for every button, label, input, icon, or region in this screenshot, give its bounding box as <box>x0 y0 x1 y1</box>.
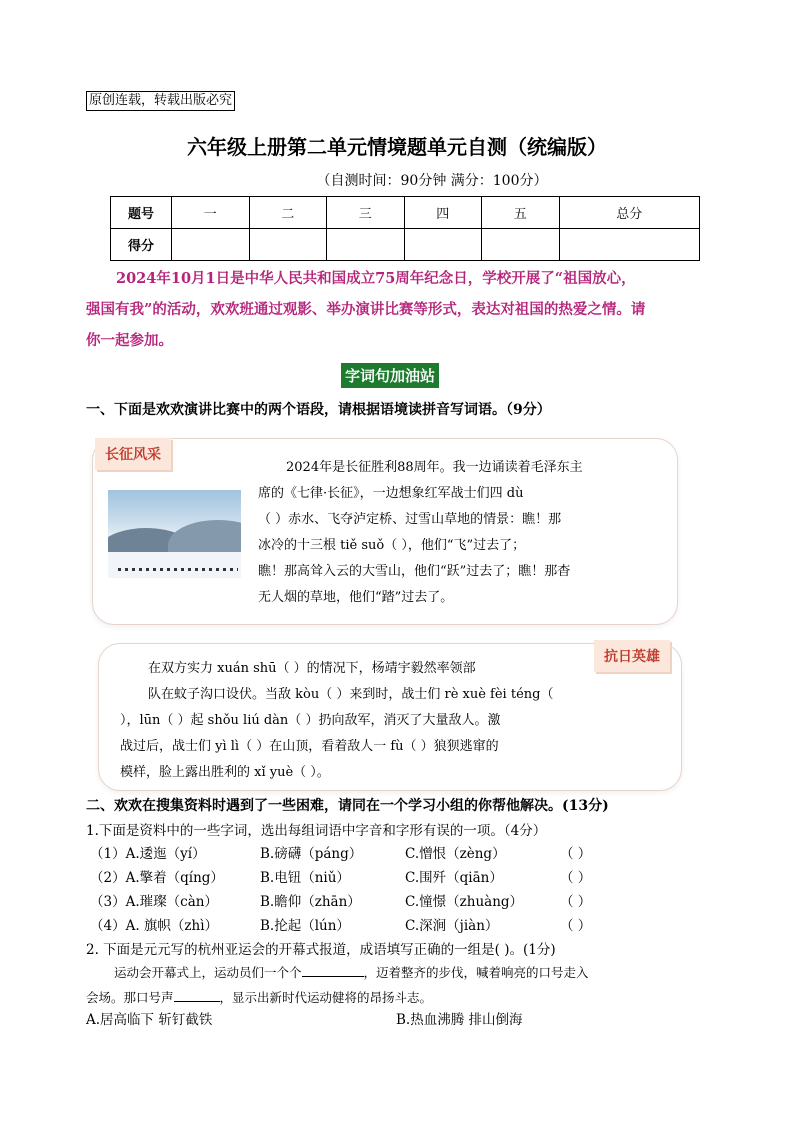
choice-c[interactable]: C.憧憬（zhuàng） <box>405 894 524 910</box>
passage-line: 无人烟的草地，他们“踏”过去了。 <box>258 590 454 605</box>
passage-line: 2024年是长征胜利88周年。我一边诵读着毛泽东主 <box>286 460 583 475</box>
score-header-cell: 题号 <box>111 197 172 229</box>
score-header-cell: 三 <box>327 197 405 229</box>
snow-mountain-photo <box>108 490 241 578</box>
choice-b[interactable]: B.磅礴（páng） <box>260 846 363 862</box>
fill-blank-2[interactable] <box>174 1001 220 1002</box>
score-table-score-row <box>111 229 700 261</box>
passage-text-long-march <box>258 455 668 611</box>
choice-a[interactable]: （2）A.擎着（qíng） <box>90 870 224 886</box>
answer-blank[interactable]: （ ） <box>560 870 592 886</box>
intro-paragraph <box>86 263 710 356</box>
score-header-cell: 四 <box>404 197 482 229</box>
score-table <box>110 196 700 261</box>
passage-fragment: ，迈着整齐的步伐，喊着响亮的口号走入 <box>363 965 589 980</box>
passage-fragment: 运动会开幕式上，运动员们一个个 <box>114 965 302 980</box>
score-row-label: 得分 <box>111 229 172 261</box>
choice-c[interactable]: C.憎恨（zèng） <box>405 846 506 862</box>
intro-line: 强国有我”的活动，欢欢班通过观影、举办演讲比赛等形式，表达对祖国的热爱之情。请 <box>86 301 646 318</box>
answer-blank[interactable]: （ ） <box>560 846 592 862</box>
score-cell[interactable] <box>482 229 560 261</box>
choice-a[interactable]: （3）A.璀璨（càn） <box>90 894 218 910</box>
passage-line: ），lūn（ ）起 shǒu liú dàn（ ）扔向敌军，消灭了大量敌人。激 <box>120 713 501 728</box>
page-subtitle: （自测时间：90分钟 满分：100分） <box>316 173 548 189</box>
choice-b[interactable]: B.瞻仰（zhān） <box>260 894 361 910</box>
passage-tag-long-march: 长征风采 <box>95 438 171 470</box>
choice-b[interactable]: B.抡起（lún） <box>260 918 350 934</box>
report-passage <box>86 960 710 1010</box>
option-b[interactable]: B.热血沸腾 排山倒海 <box>396 1012 523 1028</box>
option-a[interactable]: A.居高临下 斩钉截铁 <box>86 1012 213 1028</box>
score-header-cell: 总分 <box>559 197 700 229</box>
intro-line: 你一起参加。 <box>86 332 173 349</box>
section-banner: 字词句加油站 <box>341 363 439 388</box>
passage-line: 队在蚊子沟口设伏。当敌 kòu（ ）来到时，战士们 rè xuè fèi téng（ <box>148 687 554 702</box>
choice-a[interactable]: （4）A. 旗帜（zhì） <box>90 918 219 934</box>
score-cell[interactable] <box>559 229 700 261</box>
intro-line: 2024年10月1日是中华人民共和国成立75周年纪念日，学校开展了“祖国放心， <box>116 270 636 287</box>
passage-tag-anti-japanese-hero: 抗日英雄 <box>594 640 670 672</box>
score-header-cell: 五 <box>482 197 560 229</box>
score-header-cell: 二 <box>249 197 327 229</box>
choice-c[interactable]: C.围歼（qiān） <box>405 870 503 886</box>
score-cell[interactable] <box>404 229 482 261</box>
score-table-header-row <box>111 197 700 229</box>
answer-blank[interactable]: （ ） <box>560 918 592 934</box>
choice-c[interactable]: C.深涧（jiàn） <box>405 918 499 934</box>
passage-text-anti-japanese-hero <box>120 656 670 786</box>
passage-line: 席的《七律·长征》，一边想象红军战士们四 dù <box>258 486 524 501</box>
page-title: 六年级上册第二单元情境题单元自测（统编版） <box>187 135 607 159</box>
copyright-stamp: 原创连载，转载出版必究 <box>86 91 235 111</box>
fill-blank-1[interactable] <box>302 976 364 977</box>
passage-line: （ ）赤水、飞夺泸定桥、过雪山草地的情景：瞧！那 <box>258 512 562 527</box>
score-header-cell: 一 <box>172 197 250 229</box>
passage-fragment: 会场。那口号声 <box>86 990 174 1005</box>
question-2-1-prompt: 1.下面是资料中的一些字词，选出每组词语中字音和字形有误的一项。（4分） <box>86 823 547 839</box>
choice-b[interactable]: B.电钮（niǔ） <box>260 870 350 886</box>
passage-line: 战过后，战士们 yì lì（ ）在山顶，看着敌人一 fù（ ）狼狈逃窜的 <box>120 739 499 754</box>
score-cell[interactable] <box>172 229 250 261</box>
passage-line: 瞧！那高耸入云的大雪山，他们“跃”过去了；瞧！那杳 <box>258 564 571 579</box>
question-1-heading: 一、下面是欢欢演讲比赛中的两个语段，请根据语境读拼音写词语。（9分） <box>86 402 551 418</box>
score-cell[interactable] <box>327 229 405 261</box>
question-2-heading: 二、欢欢在搜集资料时遇到了一些困难，请同在一个学习小组的你帮他解决。(13分) <box>86 798 609 814</box>
choice-a[interactable]: （1）A.逶迤（yí） <box>90 846 206 862</box>
passage-fragment: ，显示出新时代运动健将的昂扬斗志。 <box>219 990 433 1005</box>
question-2-2-prompt: 2. 下面是元元写的杭州亚运会的开幕式报道，成语填写正确的一组是( )。(1分) <box>86 942 556 958</box>
passage-line: 模样，脸上露出胜利的 xǐ yuè（ ）。 <box>120 765 330 780</box>
answer-blank[interactable]: （ ） <box>560 894 592 910</box>
score-cell[interactable] <box>249 229 327 261</box>
passage-line: 在双方实力 xuán shū（ ）的情况下，杨靖宇毅然率领部 <box>148 661 476 676</box>
passage-line: 冰冷的十三根 tiě suǒ（ ），他们“飞”过去了； <box>258 538 526 553</box>
